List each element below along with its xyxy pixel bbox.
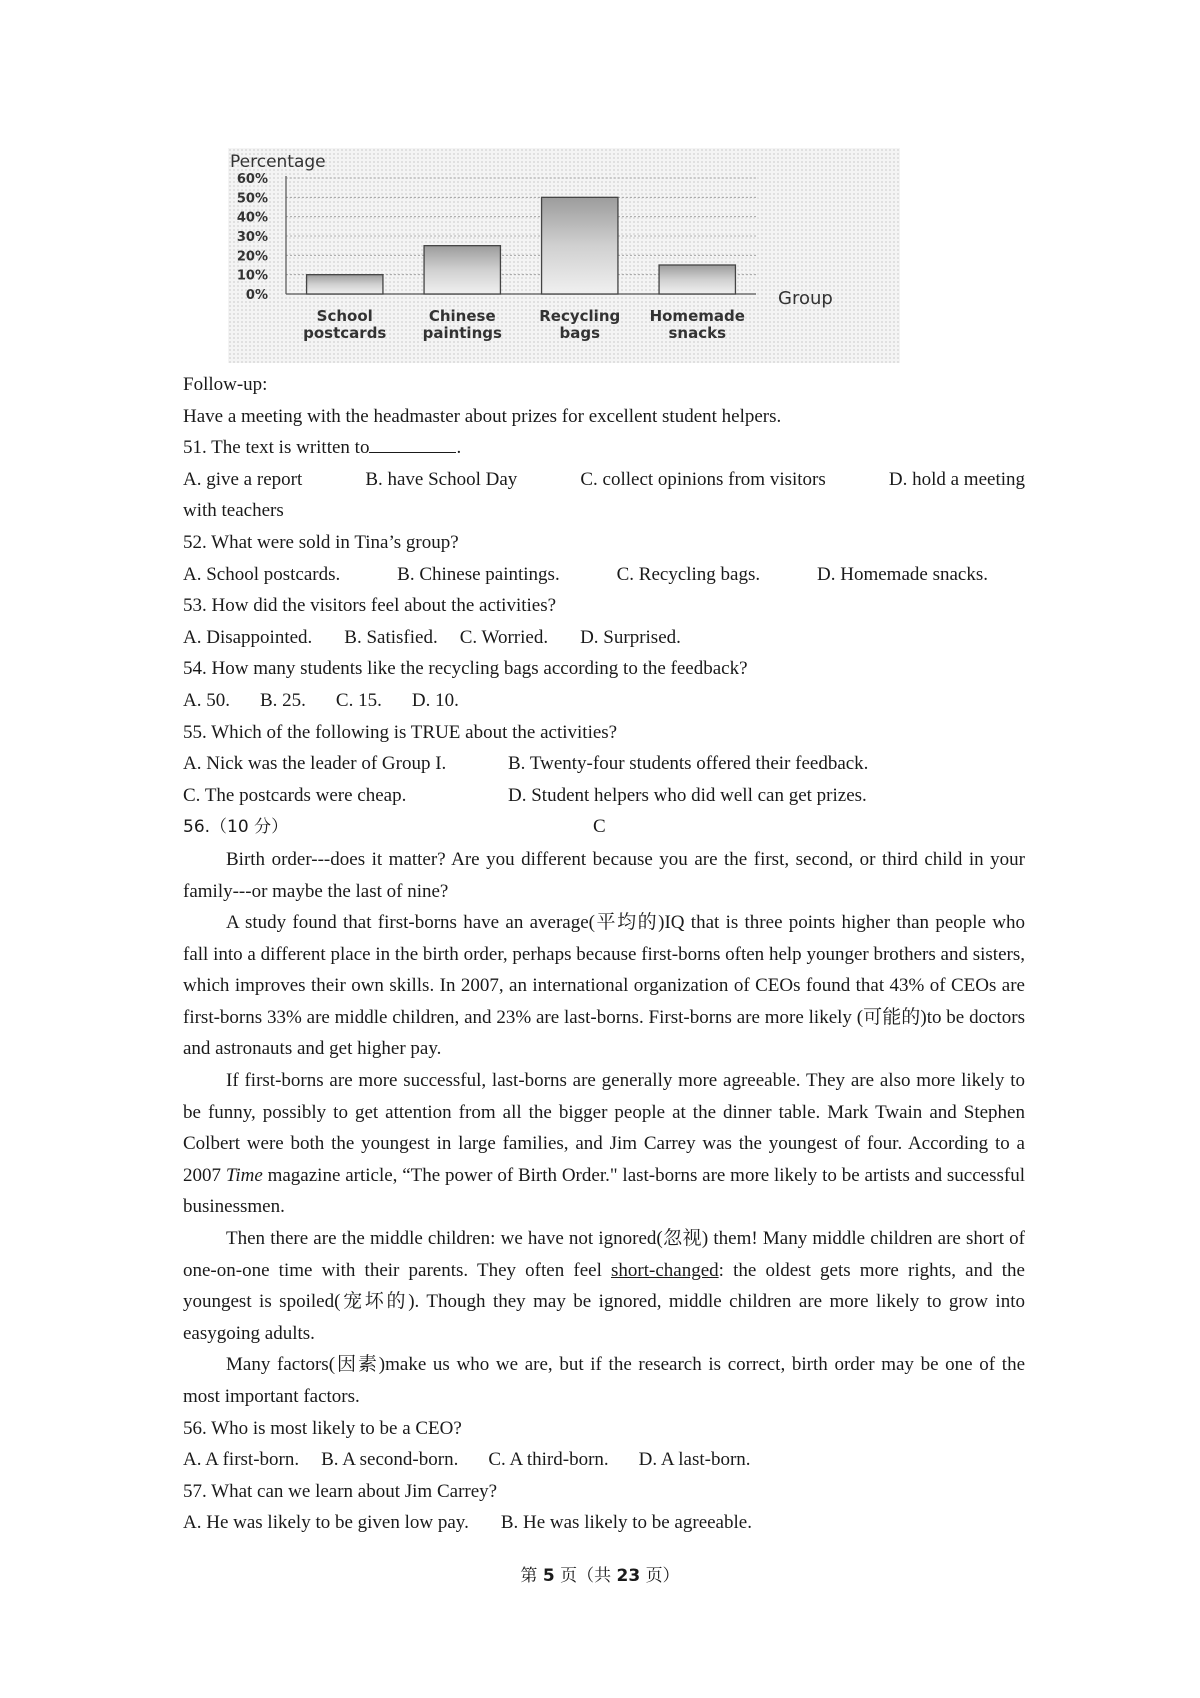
option-d: D. Student helpers who did well can get prizes. <box>508 784 867 806</box>
question-54-stem: 54. How many students like the recycling bags according to the feedback? <box>183 658 748 680</box>
option-c: C. Worried. <box>459 626 549 648</box>
y-tick-label: 10% <box>236 268 268 284</box>
option-d: D. Homemade snacks. <box>817 563 988 585</box>
x-tick-label: Recycling <box>539 307 621 325</box>
y-tick-label: 40% <box>236 210 268 226</box>
option-b: B. A second-born. <box>321 1449 459 1471</box>
passage-paragraph-2: A study found that first-borns have an average(平均的)IQ that is three points higher than people who fall into a different place in the birth order, perhaps because first-borns often help younger brothers and sisters, which improves their own skills. In 2007, an international organization of CEOs found that 43% of CEOs are first-borns 33% are middle children, and 23% are last-borns. First-borns are more likely (可能的)to be doctors and astronauts and get higher pay. <box>183 912 1025 1060</box>
y-tick-label: 50% <box>236 191 268 207</box>
passage-paragraph-1: Birth order---does it matter? Are you different because you are the first, second, or third child in your family---or maybe the last of nine? <box>183 848 1025 902</box>
passage-letter: C <box>593 816 606 838</box>
question-55-options-row-2 <box>183 780 1025 812</box>
y-axis-title: Percentage <box>230 152 326 172</box>
question-54-options <box>183 685 1025 717</box>
option-b: B. 25. <box>259 689 306 711</box>
option-d: D. 10. <box>411 689 459 711</box>
x-tick-label: Homemade <box>649 307 745 325</box>
x-axis-title: Group <box>778 288 833 309</box>
option-c: C. The postcards were cheap. <box>183 784 407 806</box>
option-d: D. hold a meeting <box>888 468 1025 490</box>
option-a: A. Disappointed. <box>183 626 313 648</box>
option-b: B. He was likely to be agreeable. <box>500 1512 752 1534</box>
chart-svg <box>228 148 900 363</box>
paragraph-3-text-b: magazine article, “The power of Birth Order." last-borns are more likely to be artists and successful businessmen. <box>183 1164 1025 1218</box>
bar <box>424 246 500 294</box>
bar-chart <box>228 148 900 363</box>
question-52-stem: 52. What were sold in Tina’s group? <box>183 531 459 553</box>
option-c: C. collect opinions from visitors <box>580 468 826 490</box>
option-c: C. Recycling bags. <box>616 563 761 585</box>
magazine-title: Time <box>225 1164 263 1186</box>
question-52-options <box>183 559 988 591</box>
followup-text: Have a meeting with the headmaster about prizes for excellent student helpers. <box>183 405 782 427</box>
question-51-option-continuation: with teachers <box>183 500 284 522</box>
question-51-stem <box>183 432 1025 464</box>
bar <box>542 197 618 294</box>
question-57-stem: 57. What can we learn about Jim Carrey? <box>183 1480 498 1502</box>
question-55-stem: 55. Which of the following is TRUE about the activities? <box>183 721 618 743</box>
option-b: B. Chinese paintings. <box>397 563 560 585</box>
question-51-stem-text: 51. The text is written to <box>183 437 370 459</box>
footer-text-b: 页（共 <box>560 1566 612 1586</box>
footer-text-c: 页） <box>645 1566 680 1586</box>
x-tick-label: Chinese <box>428 307 496 325</box>
underlined-word: short-changed <box>611 1259 719 1281</box>
option-c: C. 15. <box>335 689 382 711</box>
question-56-options <box>183 1444 1025 1476</box>
question-53-stem: 53. How did the visitors feel about the activities? <box>183 595 557 617</box>
paragraph-3-text-a: If first-borns are more successful, last-borns are generally more agreeable. They are also more likely to be funny, possibly to get attention from all the bigger people at the dinner table. Mark Twain and Stephen Colbert were both the youngest in large families, and Jim Carrey was the youngest of four. According to a 2007 <box>183 1070 1025 1186</box>
question-56-stem: 56. Who is most likely to be a CEO? <box>183 1417 462 1439</box>
bar <box>659 265 735 294</box>
y-tick-label: 60% <box>236 172 268 187</box>
option-a: A. He was likely to be given low pay. <box>183 1512 469 1534</box>
passage-paragraph-3 <box>183 1065 1025 1223</box>
option-b: B. Twenty-four students offered their feedback. <box>508 753 869 775</box>
x-tick-label: snacks <box>668 324 727 342</box>
content-body <box>183 369 1025 1539</box>
question-53-options <box>183 622 1025 654</box>
question-55-options-row-1 <box>183 748 1025 780</box>
passage-paragraph-4 <box>183 1223 1025 1349</box>
option-a: A. A first-born. <box>183 1449 300 1471</box>
footer-text-a: 第 <box>520 1566 538 1586</box>
y-tick-label: 0% <box>245 288 268 303</box>
option-d: D. A last-born. <box>638 1449 751 1471</box>
option-a: A. Nick was the leader of Group I. <box>183 753 447 775</box>
question-51-options <box>183 464 1025 496</box>
option-c: C. A third-born. <box>488 1449 609 1471</box>
y-tick-label: 20% <box>236 249 268 265</box>
section-score: （10 分） <box>210 817 289 838</box>
question-51-stem-end: . <box>456 437 462 459</box>
option-d: D. Surprised. <box>580 626 681 648</box>
question-57-options <box>183 1507 1025 1539</box>
option-b: B. Satisfied. <box>344 626 438 648</box>
followup-label: Follow-up: <box>183 374 268 395</box>
footer-total-pages: 23 <box>616 1566 641 1586</box>
x-tick-label: paintings <box>422 324 502 342</box>
option-b: B. have School Day <box>365 468 518 490</box>
x-tick-label: bags <box>559 324 601 342</box>
option-a: A. 50. <box>183 689 230 711</box>
option-a: A. give a report <box>183 468 303 490</box>
section-number: 56. <box>183 817 211 838</box>
paragraph-4-text-a: Then there are the middle children: we have not ignored(忽视) them! Many middle children are short of one-on-one time with their parents. They often feel <box>183 1228 1025 1281</box>
bar <box>307 275 383 294</box>
page-footer <box>0 1561 1200 1586</box>
section-header <box>183 811 1025 844</box>
passage-paragraph-5: Many factors(因素)make us who we are, but if the research is correct, birth order may be one of the most important factors. <box>183 1354 1025 1407</box>
footer-page-number: 5 <box>542 1566 555 1586</box>
y-tick-label: 30% <box>236 230 268 245</box>
x-tick-label: postcards <box>303 324 387 342</box>
option-a: A. School postcards. <box>183 563 341 585</box>
paragraph-4-text-b: : the oldest gets more rights, and the youngest is spoiled(宠坏的). Though they may be ignored, middle children are more likely to grow into easygoing adults. <box>183 1259 1025 1344</box>
answer-blank <box>369 434 456 453</box>
x-tick-label: School <box>316 307 373 325</box>
